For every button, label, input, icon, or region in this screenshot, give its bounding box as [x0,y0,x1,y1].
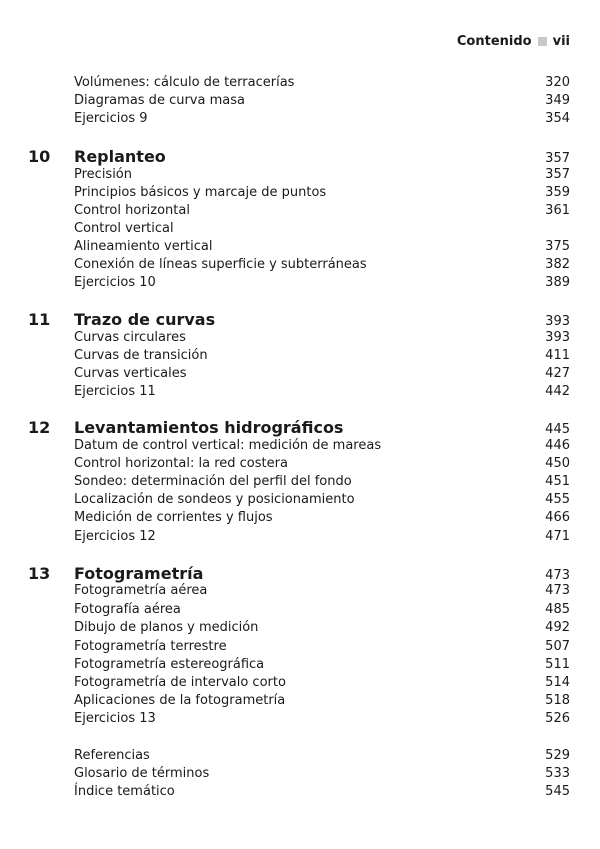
toc-entry [74,93,570,109]
toc-entry [74,602,570,618]
entry-title: Precisión [74,167,133,182]
running-head-page: vii [552,34,570,49]
toc-entry [74,167,570,183]
entry-title: Glosario de términos [74,766,210,781]
page-number: 473 [545,568,570,583]
toc-entry [74,693,570,709]
chapter-heading [28,419,570,439]
running-head [457,34,570,49]
toc-entry [74,492,570,508]
toc-entry [74,766,570,782]
chapter-title: Levantamientos hidrográficos [74,418,344,437]
entry-title: Fotografía aérea [74,602,181,617]
page-number: 446 [545,438,570,453]
page-number: 354 [545,111,570,126]
chapter-number: 12 [28,418,51,437]
page-number: 455 [545,492,570,507]
page-number: 357 [545,167,570,182]
entry-title: Datum de control vertical: medición de mareas [74,438,382,453]
page-number: 393 [545,314,570,329]
toc-entry [74,456,570,472]
toc-entry [74,657,570,673]
page-number: 518 [545,693,570,708]
toc-entry [74,111,570,127]
page-number: 349 [545,93,570,108]
entry-title: Ejercicios 12 [74,529,156,544]
page-number: 393 [545,330,570,345]
page-number: 361 [545,203,570,218]
entry-title: Aplicaciones de la fotogrametría [74,693,286,708]
toc-entry [74,675,570,691]
entry-title: Curvas de transición [74,348,208,363]
entry-title: Referencias [74,748,150,763]
toc-entry [74,510,570,526]
entry-title: Principios básicos y marcaje de puntos [74,185,327,200]
page-number: 442 [545,384,570,399]
chapter-title: Replanteo [74,147,166,166]
chapter-number: 13 [28,564,51,583]
entry-title: Conexión de líneas superficie y subterráneas [74,257,367,272]
entry-title: Volúmenes: cálculo de terracerías [74,75,295,90]
entry-title: Ejercicios 10 [74,275,156,290]
toc-entry [74,529,570,545]
toc-entry [74,203,570,219]
entry-title: Índice temático [74,784,175,799]
page-number: 359 [545,185,570,200]
entry-title: Dibujo de planos y medición [74,620,259,635]
toc-entry [74,348,570,364]
page-number: 451 [545,474,570,489]
page-number: 471 [545,529,570,544]
toc-entry [74,366,570,382]
entry-title: Medición de corrientes y flujos [74,510,273,525]
entry-title: Sondeo: determinación del perfil del fondo [74,474,352,489]
chapter-number: 10 [28,147,51,166]
toc-entry [74,748,570,764]
entry-title: Curvas circulares [74,330,186,345]
entry-title: Localización de sondeos y posicionamiento [74,492,355,507]
toc-entry [74,239,570,255]
chapter-heading [28,311,570,331]
toc-entry [74,784,570,800]
page-number: 533 [545,766,570,781]
toc-entry [74,639,570,655]
page-number: 450 [545,456,570,471]
chapter-heading [28,148,570,168]
entry-title: Ejercicios 13 [74,711,156,726]
page-number: 507 [545,639,570,654]
page-number: 445 [545,422,570,437]
entry-title: Alineamiento vertical [74,239,213,254]
chapter-number: 11 [28,310,51,329]
page-number: 485 [545,602,570,617]
entry-title: Control vertical [74,221,174,236]
page-number: 320 [545,75,570,90]
page-number: 514 [545,675,570,690]
toc-entry [74,257,570,273]
entry-title: Control horizontal: la red costera [74,456,288,471]
toc-entry [74,384,570,400]
page-number: 529 [545,748,570,763]
page-number: 511 [545,657,570,672]
page-number: 492 [545,620,570,635]
toc-entry [74,438,570,454]
entry-title: Fotogrametría terrestre [74,639,227,654]
chapter-heading [28,565,570,585]
toc-entry [74,711,570,727]
toc-entry [74,620,570,636]
page-number: 382 [545,257,570,272]
entry-title: Ejercicios 9 [74,111,148,126]
entry-title: Diagramas de curva masa [74,93,245,108]
entry-title: Ejercicios 11 [74,384,156,399]
page-number: 466 [545,510,570,525]
page-number: 427 [545,366,570,381]
separator-square-icon [538,37,547,46]
entry-title: Fotogrametría de intervalo corto [74,675,286,690]
toc-entry [74,275,570,291]
entry-title: Curvas verticales [74,366,187,381]
page-number: 375 [545,239,570,254]
toc-entry [74,330,570,346]
page-number: 411 [545,348,570,363]
toc-entry [74,583,570,599]
entry-title: Fotogrametría aérea [74,583,208,598]
entry-title: Fotogrametría estereográfica [74,657,265,672]
page-number: 357 [545,151,570,166]
chapter-title: Trazo de curvas [74,310,216,329]
chapter-title: Fotogrametría [74,564,204,583]
toc-entry [74,221,570,237]
page-number: 389 [545,275,570,290]
running-head-label: Contenido [456,34,532,49]
toc-entry [74,185,570,201]
toc-entry [74,474,570,490]
page-number: 473 [545,583,570,598]
page-number: 545 [545,784,570,799]
page-number: 526 [545,711,570,726]
toc-entry [74,75,570,91]
entry-title: Control horizontal [74,203,190,218]
